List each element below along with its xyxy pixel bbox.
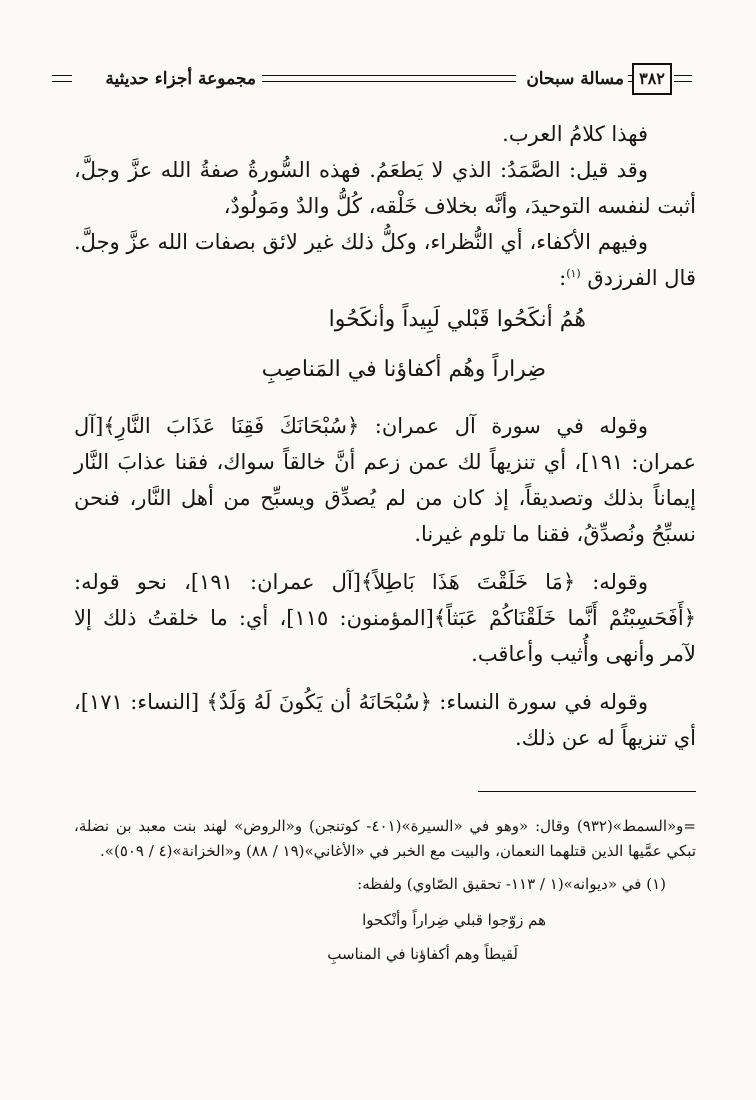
footnote-verse: هم زوّجوا قبلي ضِراراً وأنْكحوا bbox=[362, 911, 546, 929]
header-rule bbox=[262, 75, 516, 82]
book-title: مجموعة أجزاء حديثية bbox=[105, 69, 256, 89]
footnote: (١) في «ديوانه»(١ / ١١٣- تحقيق الصّاوي) ولفظه: bbox=[357, 875, 666, 893]
paragraph: وقوله: ﴿مَا خَلَقْتَ هَذَا بَاطِلاً﴾[آل عمران: ١٩١]، نحو قوله: ﴿أَفَحَسِبْتُمْ أَنَّما خَلَقْنَاكُمْ عَبَثاً﴾[المؤمنون: ١١٥]، أي: ما خلقتُ ذلك إلا لآمر وأنهى وأُثيب وأعاقب. bbox=[74, 570, 696, 666]
footnote-ref: (١) bbox=[566, 267, 581, 280]
header-rule bbox=[52, 75, 72, 82]
footnote-separator bbox=[478, 791, 696, 792]
paragraph bbox=[74, 224, 696, 296]
footnote-continuation: =و«السمط»(٩٣٢) وقال: «وهو في «السيرة»(٤٠١- كوتنجن) و«الروض» لهند بنت معبد بن نضلة، تبكي عمَّيها الذين قتلهما النعمان، والبيت مع الخبر في «الأغاني»(١٩ / ٨٨) و«الخزانة»(٤ / ٥٠٩)». bbox=[74, 817, 696, 860]
footnote-verse: لَقيطاً وهم أكفاؤنا في المناسبِ bbox=[327, 945, 518, 963]
header-rule bbox=[674, 75, 692, 82]
page-number: ٣٨٢ bbox=[632, 63, 672, 95]
poetry-verse: ضِراراً وهُم أكفاؤنا في المَناصِبِ bbox=[261, 357, 546, 382]
poetry-verse: هُمُ أنكَحُوا قَبْلي لَبِيداً وأنكَحُوا bbox=[328, 307, 586, 332]
paragraph-text: وفيهم الأكفاء، أي النُّظراء، وكلُّ ذلك غير لائق بصفات الله عزَّ وجلَّ. قال الفرزدق bbox=[74, 230, 696, 290]
paragraph: وقوله في سورة آل عمران: ﴿سُبْحَانَكَ فَقِنَا عَذَابَ النَّارِ﴾[آل عمران: ١٩١]، أي تنزيهاً لك عمن زعم أنَّ خالقاً سواك، فقنا عذابَ النَّار إيماناً بذلك وتصديقاً، إذ كان من لم يُصدِّق ويسبِّح من أهل النَّار، فنحن نسبِّحُ ونُصدِّقُ، فقنا ما تلوم غيرنا. bbox=[74, 414, 696, 546]
running-header bbox=[52, 60, 692, 100]
header-rule bbox=[628, 75, 634, 82]
paragraph: فهذا كلامُ العرب. bbox=[502, 122, 648, 146]
main-text bbox=[74, 116, 696, 756]
chapter-title: مسالة سبحان bbox=[526, 69, 624, 89]
punctuation: : bbox=[559, 266, 567, 290]
paragraph: وقد قيل: الصَّمَدُ: الذي لا يَطعَمُ. فهذه السُّورةُ صفةُ الله عزَّ وجلَّ، أثبت لنفسه التوحيدَ، وأنَّه بخلاف خَلْقه، كُلُّ والدٌ ومَولُودٌ، bbox=[74, 158, 696, 218]
footnotes bbox=[74, 814, 696, 971]
paragraph: وقوله في سورة النساء: ﴿سُبْحَانَهُ أن يَكُونَ لَهُ وَلَدٌ﴾ [النساء: ١٧١]، أي تنزيهاً له عن ذلك. bbox=[74, 690, 696, 750]
